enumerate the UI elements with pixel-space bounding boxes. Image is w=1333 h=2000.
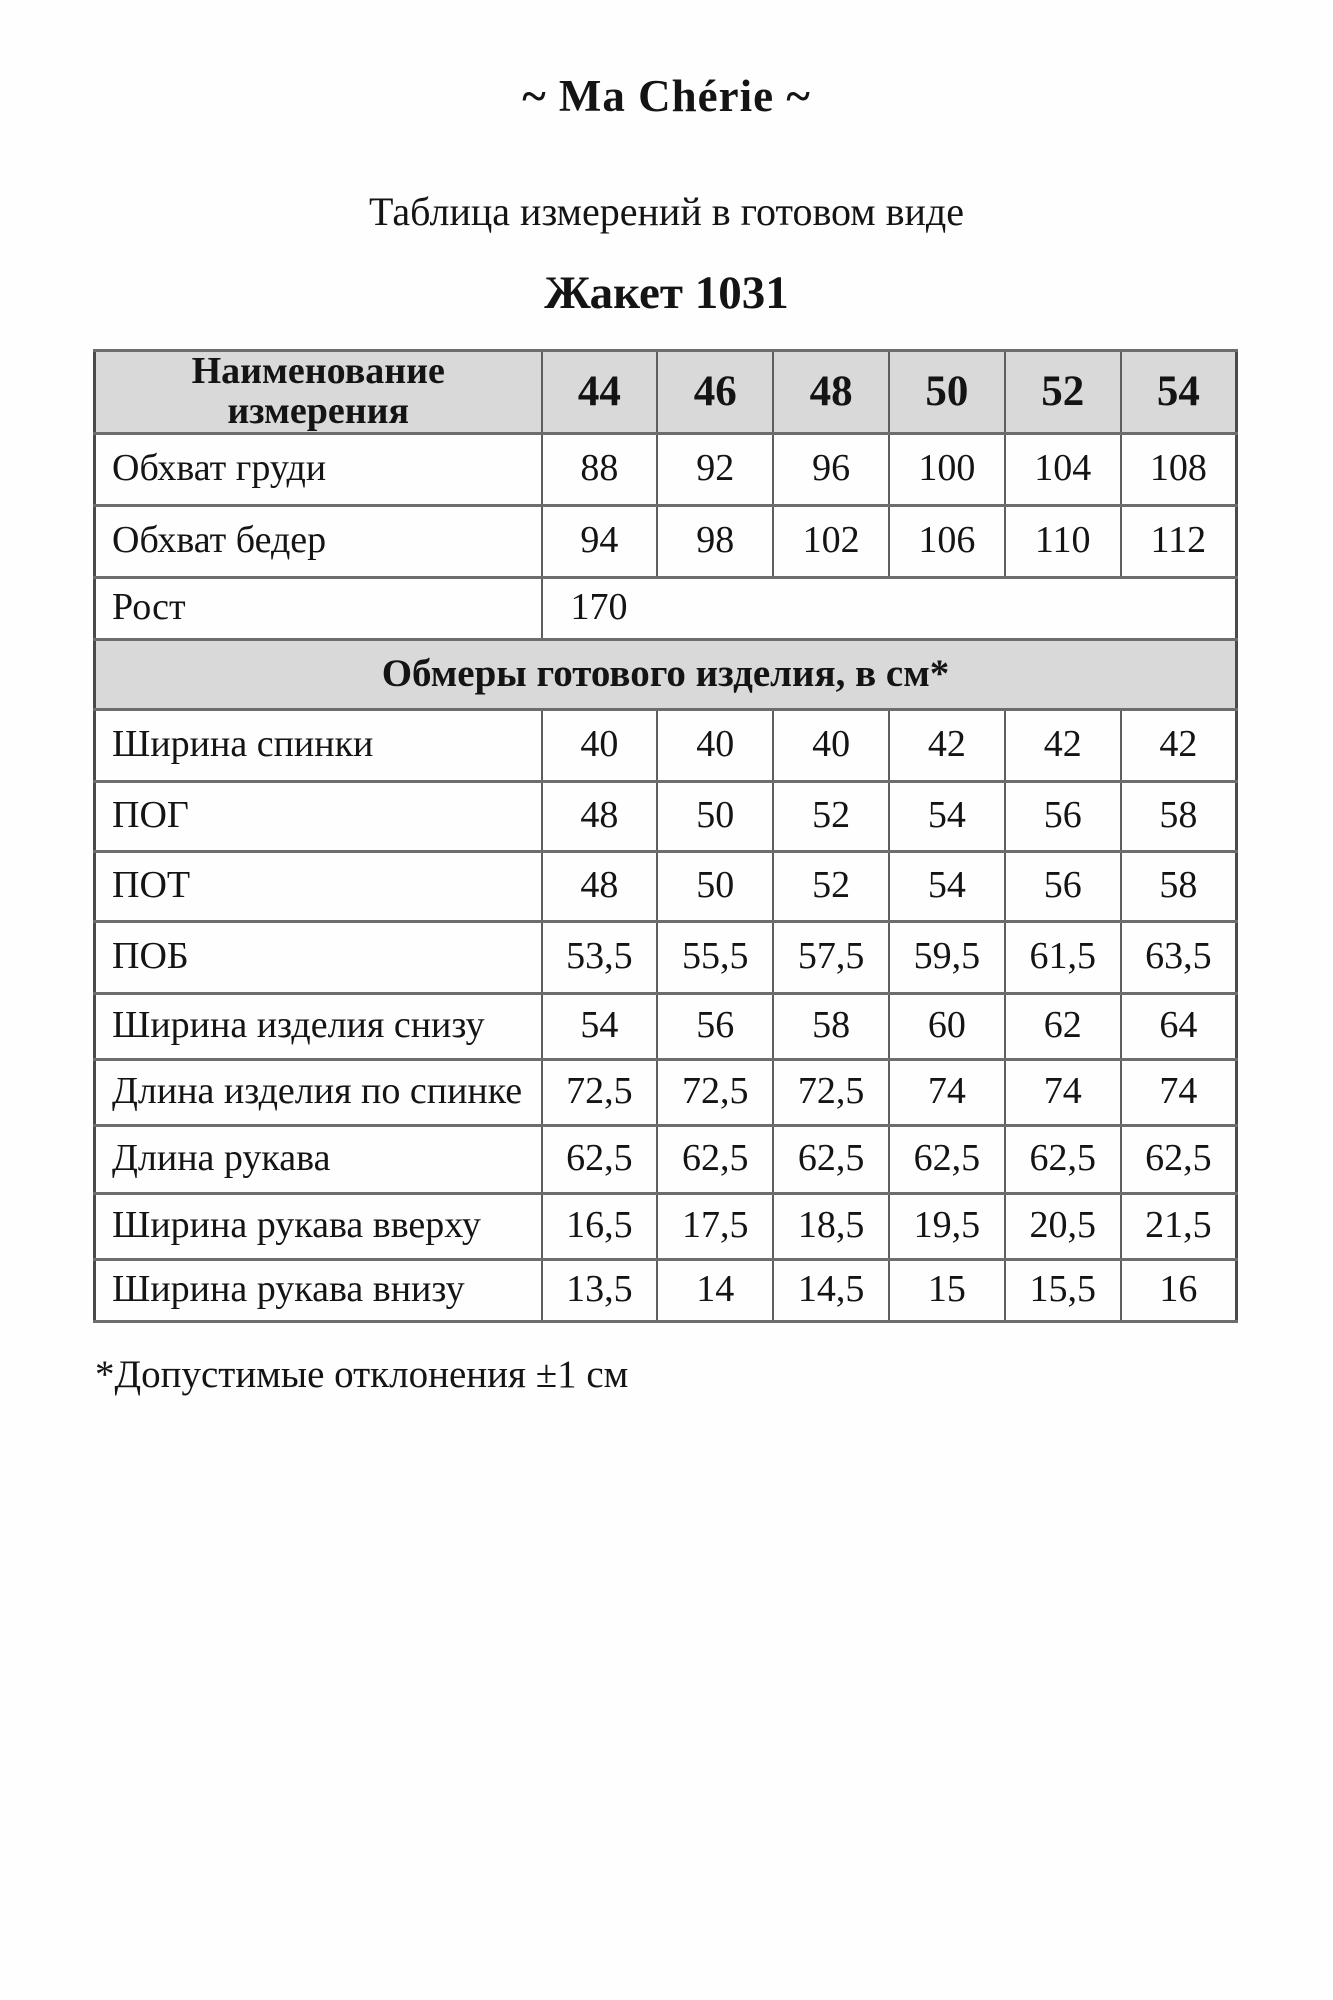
size-column-header: 50 — [889, 351, 1005, 434]
measurement-row — [95, 1259, 1237, 1321]
value-cell: 62,5 — [657, 1125, 773, 1193]
value-cell: 102 — [773, 505, 889, 577]
value-cell: 40 — [657, 709, 773, 781]
value-cell: 62,5 — [542, 1125, 658, 1193]
measurement-row — [95, 851, 1237, 921]
measurement-row — [95, 1059, 1237, 1125]
value-cell: 58 — [773, 993, 889, 1059]
value-cell: 110 — [1005, 505, 1121, 577]
value-cell: 15,5 — [1005, 1259, 1121, 1321]
size-column-header: 52 — [1005, 351, 1121, 434]
measurement-row — [95, 433, 1237, 505]
value-cell: 15 — [889, 1259, 1005, 1321]
value-cell: 52 — [773, 781, 889, 851]
value-cell: 59,5 — [889, 921, 1005, 993]
value-cell: 16,5 — [542, 1193, 658, 1259]
value-cell: 72,5 — [773, 1059, 889, 1125]
size-table — [93, 349, 1238, 1323]
value-cell: 50 — [657, 851, 773, 921]
value-cell: 96 — [773, 433, 889, 505]
value-cell: 40 — [542, 709, 658, 781]
value-cell: 100 — [889, 433, 1005, 505]
value-cell: 57,5 — [773, 921, 889, 993]
value-cell: 48 — [542, 781, 658, 851]
value-cell: 64 — [1121, 993, 1237, 1059]
value-cell: 92 — [657, 433, 773, 505]
measurement-row — [95, 921, 1237, 993]
value-cell: 104 — [1005, 433, 1121, 505]
value-cell: 98 — [657, 505, 773, 577]
value-cell: 13,5 — [542, 1259, 658, 1321]
row-label: Ширина рукава внизу — [95, 1259, 542, 1321]
value-cell: 40 — [773, 709, 889, 781]
value-cell: 14 — [657, 1259, 773, 1321]
row-label: Обхват бедер — [95, 505, 542, 577]
row-label: Ширина спинки — [95, 709, 542, 781]
value-cell: 53,5 — [542, 921, 658, 993]
value-cell: 52 — [773, 851, 889, 921]
value-cell: 62,5 — [773, 1125, 889, 1193]
value-cell: 50 — [657, 781, 773, 851]
measurement-row — [95, 709, 1237, 781]
value-cell: 18,5 — [773, 1193, 889, 1259]
page-title: ~ Ma Chérie ~ — [522, 71, 811, 121]
value-cell: 54 — [889, 781, 1005, 851]
value-cell: 21,5 — [1121, 1193, 1237, 1259]
value-cell: 108 — [1121, 433, 1237, 505]
value-cell: 61,5 — [1005, 921, 1121, 993]
section-header-row — [95, 639, 1237, 709]
table-header-row — [95, 351, 1237, 434]
value-cell: 14,5 — [773, 1259, 889, 1321]
value-cell: 74 — [1121, 1059, 1237, 1125]
value-cell: 42 — [889, 709, 1005, 781]
value-cell: 17,5 — [657, 1193, 773, 1259]
value-cell: 72,5 — [542, 1059, 658, 1125]
value-cell: 20,5 — [1005, 1193, 1121, 1259]
value-cell: 62,5 — [1005, 1125, 1121, 1193]
size-column-header: 54 — [1121, 351, 1237, 434]
row-label: ПОТ — [95, 851, 542, 921]
footnote: *Допустимые отклонения ±1 см — [95, 1353, 629, 1396]
value-cell: 42 — [1005, 709, 1121, 781]
value-cell: 88 — [542, 433, 658, 505]
section-header-cell: Обмеры готового изделия, в см* — [95, 639, 1237, 709]
row-label: Ширина изделия снизу — [95, 993, 542, 1059]
value-cell: 74 — [1005, 1059, 1121, 1125]
value-cell: 54 — [889, 851, 1005, 921]
size-table-container — [93, 349, 1238, 1323]
value-cell: 48 — [542, 851, 658, 921]
value-cell: 55,5 — [657, 921, 773, 993]
value-cell: 60 — [889, 993, 1005, 1059]
value-cell: 56 — [657, 993, 773, 1059]
product-title: Жакет 1031 — [544, 267, 789, 319]
value-cell: 54 — [542, 993, 658, 1059]
value-cell: 42 — [1121, 709, 1237, 781]
measurement-row — [95, 993, 1237, 1059]
value-cell: 94 — [542, 505, 658, 577]
value-cell: 19,5 — [889, 1193, 1005, 1259]
row-label: Длина изделия по спинке — [95, 1059, 542, 1125]
row-label: ПОГ — [95, 781, 542, 851]
size-column-header: 48 — [773, 351, 889, 434]
value-cell: 106 — [889, 505, 1005, 577]
size-column-header: 46 — [657, 351, 773, 434]
value-cell: 62 — [1005, 993, 1121, 1059]
row-label: Обхват груди — [95, 433, 542, 505]
value-cell: 62,5 — [889, 1125, 1005, 1193]
row-label: Ширина рукава вверху — [95, 1193, 542, 1259]
measurement-row — [95, 1193, 1237, 1259]
measurement-row — [95, 505, 1237, 577]
measurement-row — [95, 1125, 1237, 1193]
value-cell: 112 — [1121, 505, 1237, 577]
value-cell: 72,5 — [657, 1059, 773, 1125]
subtitle: Таблица измерений в готовом виде — [368, 189, 965, 234]
size-column-header: 44 — [542, 351, 658, 434]
value-cell: 58 — [1121, 781, 1237, 851]
header-label-cell: Наименование измерения — [95, 351, 542, 434]
value-cell: 58 — [1121, 851, 1237, 921]
row-label: ПОБ — [95, 921, 542, 993]
row-label: Длина рукава — [95, 1125, 542, 1193]
rost-value-cell: 170 — [542, 577, 1237, 639]
row-label: Рост — [95, 577, 542, 639]
measurement-row — [95, 781, 1237, 851]
value-cell: 16 — [1121, 1259, 1237, 1321]
value-cell: 56 — [1005, 781, 1121, 851]
rost-row — [95, 577, 1237, 639]
value-cell: 62,5 — [1121, 1125, 1237, 1193]
value-cell: 56 — [1005, 851, 1121, 921]
value-cell: 63,5 — [1121, 921, 1237, 993]
value-cell: 74 — [889, 1059, 1005, 1125]
